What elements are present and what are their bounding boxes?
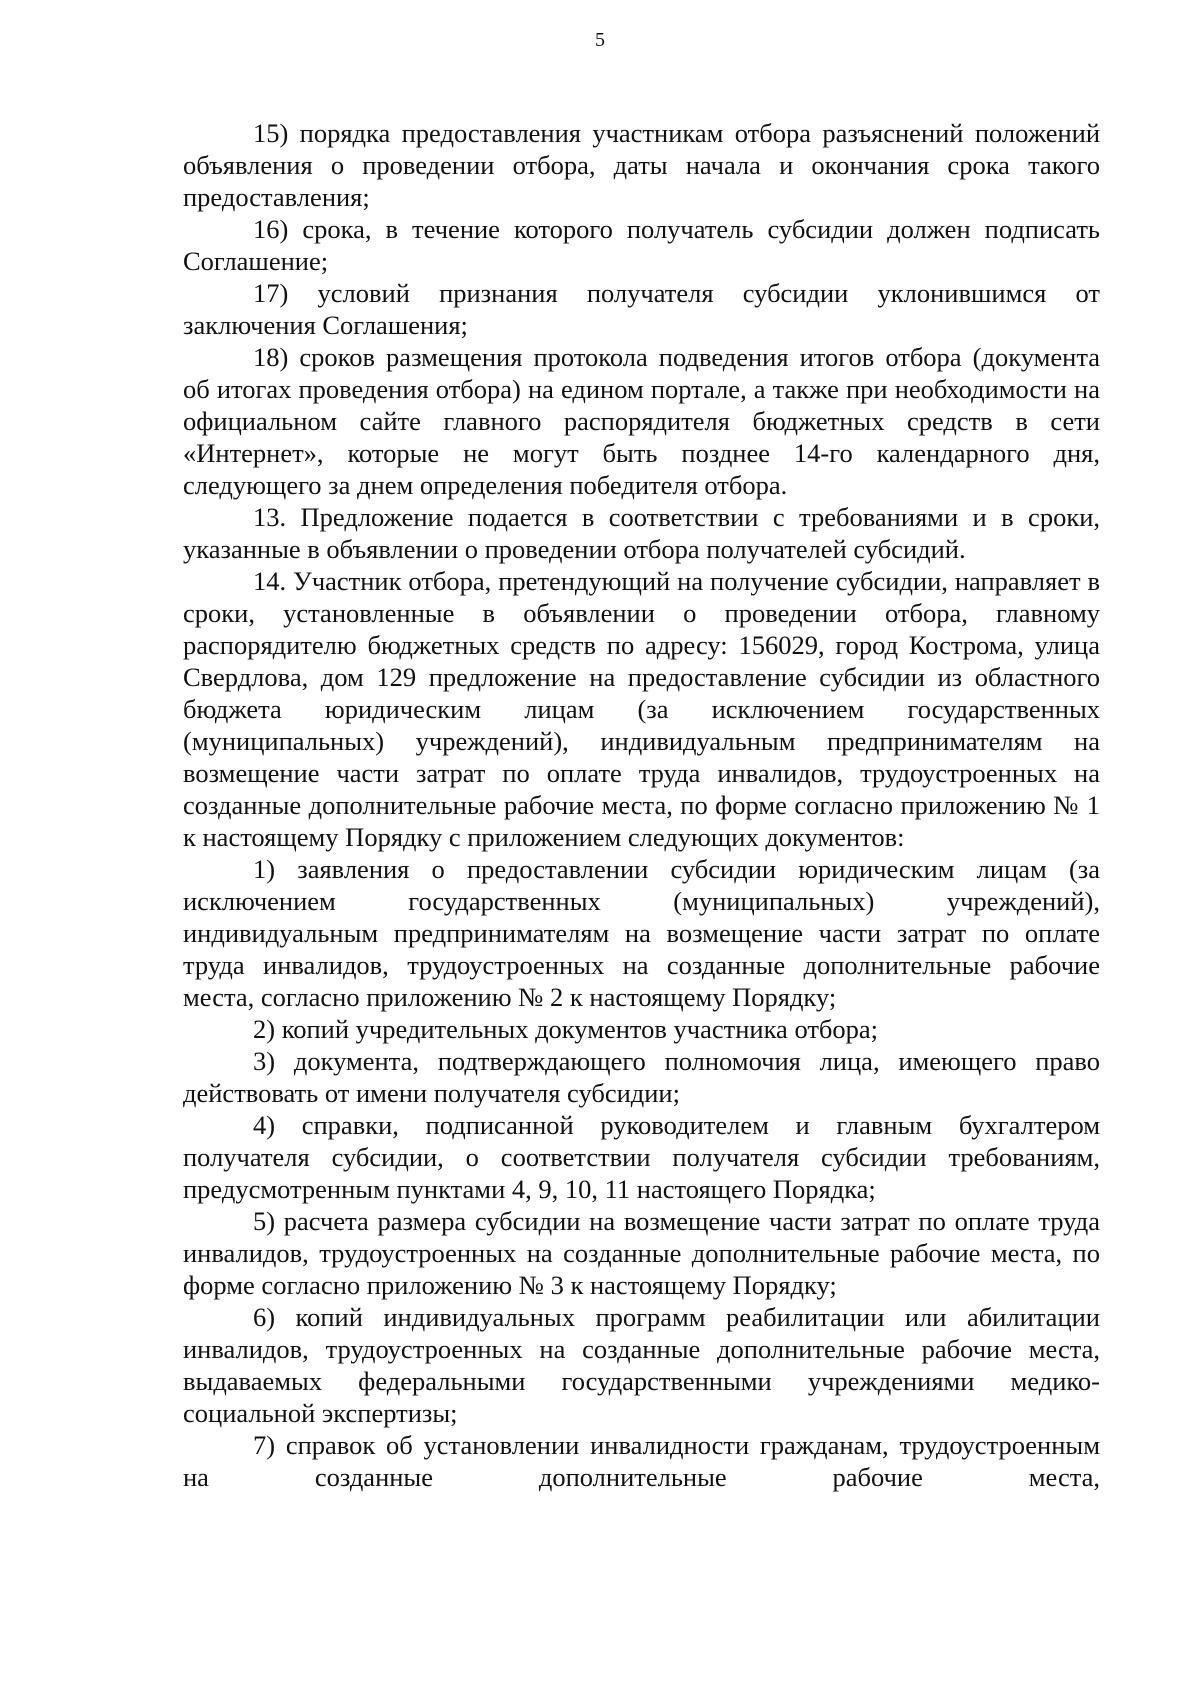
paragraph-doc-5: 5) расчета размера субсидии на возмещение части затрат по оплате труда инвалидов, трудоустроенных на созданные дополнительные рабочие места, по форме согласно приложению № 3 к настоящему Порядку; <box>183 1206 1100 1300</box>
paragraph-doc-1: 1) заявления о предоставлении субсидии юридическим лицам (за исключением государственных (муниципальных) учреждений), индивидуальным предпринимателям на возмещение части затрат по оплате труда инвалидов, трудоустроенных на созданные дополнительные рабочие места, согласно приложению № 2 к настоящему Порядку; <box>183 854 1100 1012</box>
document-body <box>183 117 1100 1493</box>
paragraph-item-15: 15) порядка предоставления участникам отбора разъяснений положений объявления о проведении отбора, даты начала и окончания срока такого предоставления; <box>183 118 1100 212</box>
paragraph-doc-7: 7) справок об установлении инвалидности гражданам, трудоустроенным на созданные дополнительные рабочие места, <box>183 1430 1100 1492</box>
page-number: 5 <box>595 29 605 51</box>
paragraph-item-17: 17) условий признания получателя субсидии уклонившимся от заключения Соглашения; <box>183 278 1100 340</box>
paragraph-item-16: 16) срока, в течение которого получатель субсидии должен подписать Соглашение; <box>183 214 1100 276</box>
paragraph-clause-13: 13. Предложение подается в соответствии с требованиями и в сроки, указанные в объявлении о проведении отбора получателей субсидий. <box>183 502 1100 564</box>
paragraph-doc-3: 3) документа, подтверждающего полномочия лица, имеющего право действовать от имени получателя субсидии; <box>183 1046 1100 1108</box>
paragraph-doc-6: 6) копий индивидуальных программ реабилитации или абилитации инвалидов, трудоустроенных на созданные дополнительные рабочие места, выдаваемых федеральными государственными учреждениями медико-социальной экспертизы; <box>183 1302 1100 1428</box>
paragraph-clause-14: 14. Участник отбора, претендующий на получение субсидии, направляет в сроки, установленные в объявлении о проведении отбора, главному распорядителю бюджетных средств по адресу: 156029, город Кострома, улица Свердлова, дом 129 предложение на предоставление субсидии из областного бюджета юридическим лицам (за исключением государственных (муниципальных) учреждений), индивидуальным предпринимателям на возмещение части затрат по оплате труда инвалидов, трудоустроенных на созданные дополнительные рабочие места, по форме согласно приложению № 1 к настоящему Порядку с приложением следующих документов: <box>183 566 1100 852</box>
paragraph-item-18: 18) сроков размещения протокола подведения итогов отбора (документа об итогах проведения отбора) на едином портале, а также при необходимости на официальном сайте главного распорядителя бюджетных средств в сети «Интернет», которые не могут быть позднее 14-го календарного дня, следующего за днем определения победителя отбора. <box>183 342 1100 500</box>
paragraph-doc-4: 4) справки, подписанной руководителем и главным бухгалтером получателя субсидии, о соответствии получателя субсидии требованиям, предусмотренным пунктами 4, 9, 10, 11 настоящего Порядка; <box>183 1110 1100 1204</box>
paragraph-doc-2: 2) копий учредительных документов участника отбора; <box>253 1014 879 1044</box>
